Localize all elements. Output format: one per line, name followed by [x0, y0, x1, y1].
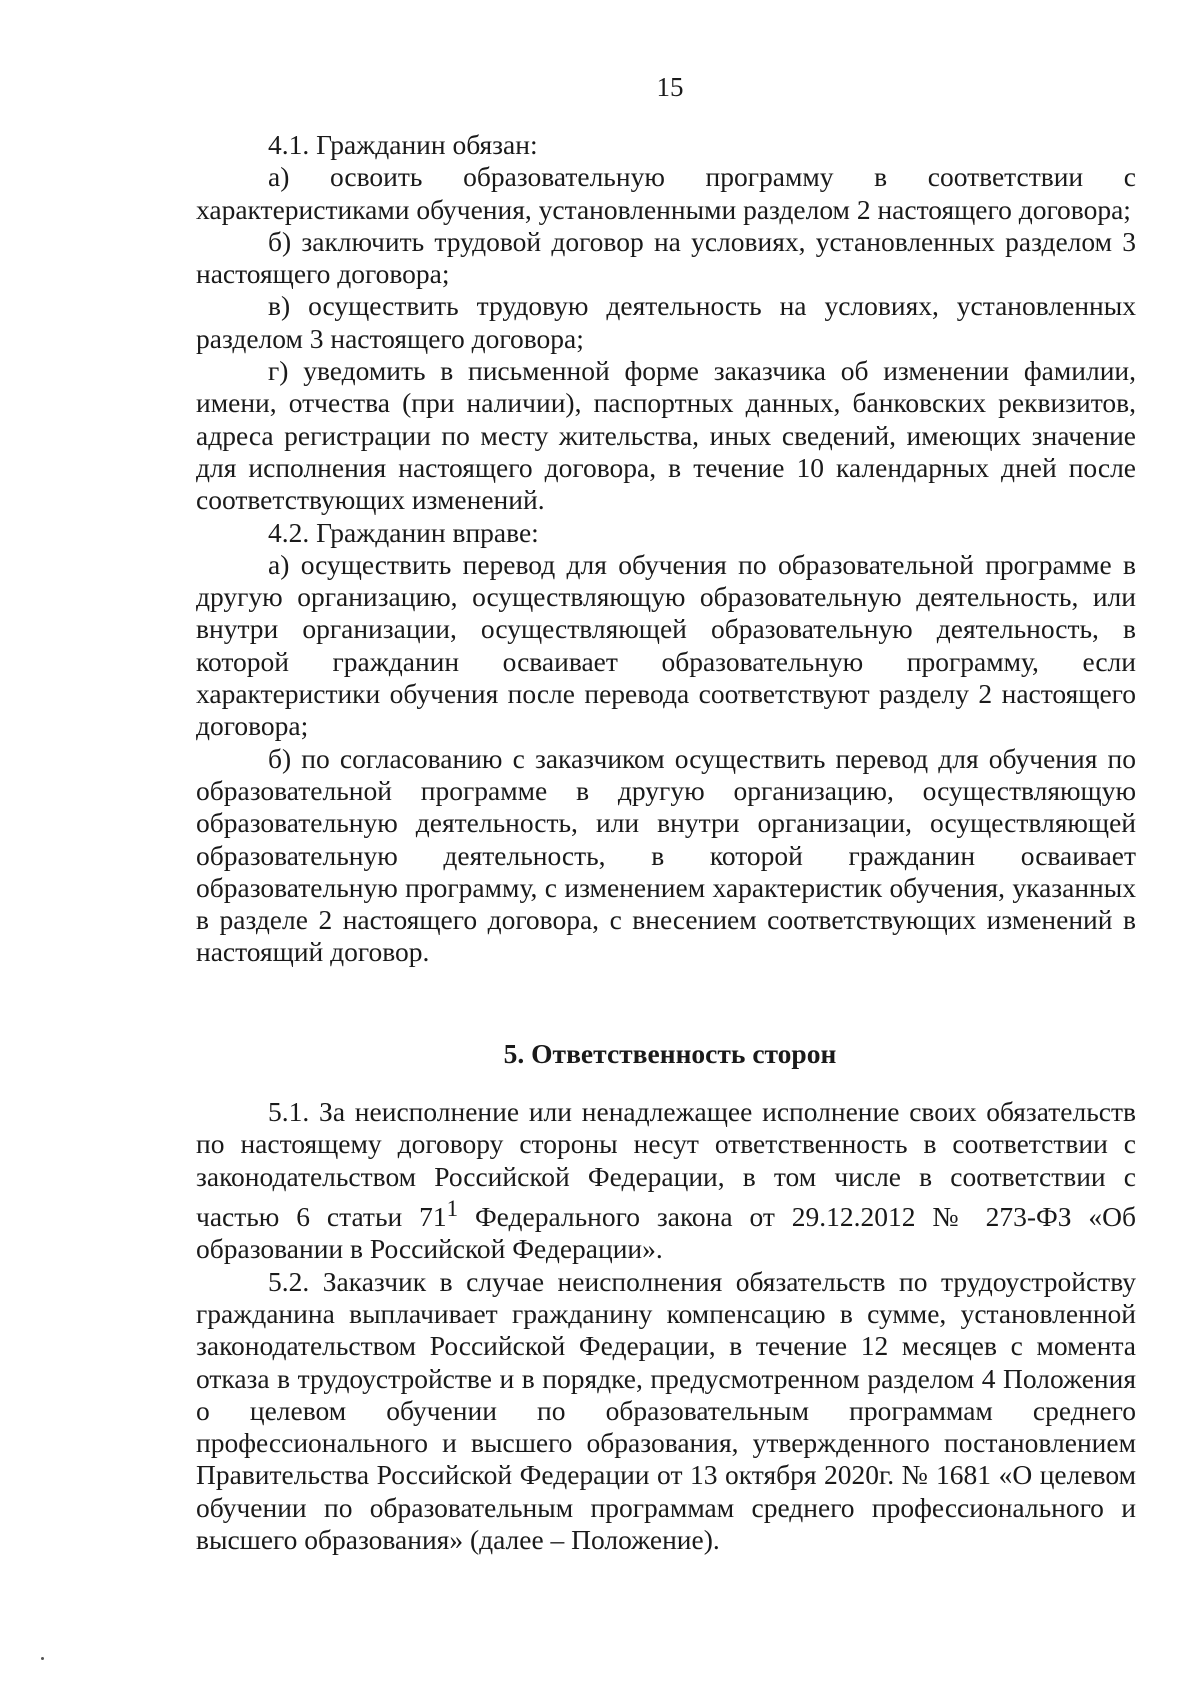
clause-4-2-a: а) осуществить перевод для обучения по образовательной программе в другую организацию, осуществляющую образовательную деятельность, или внутри организации, осуществляющей образовательную деятельность, в которой гражданин осваивает образовательную программу, если характеристики обучения после перевода соответствуют разделу 2 настоящего договора; [196, 548, 1136, 742]
article-superscript: 1 [446, 1195, 459, 1221]
clause-4-2-b: б) по согласованию с заказчиком осуществить перевод для обучения по образовательной программе в другую организацию, осуществляющую образовательную деятельность, или внутри организации, осуществляющей образовательную деятельность, в которой гражданин осваивает образовательную программу, с изменением характеристик обучения, указанных в разделе 2 настоящего договора, с внесением соответствующих изменений в настоящий договор. [196, 742, 1136, 968]
clause-4-1-v: в) осуществить трудовую деятельность на условиях, установленных разделом 3 настоящего договора; [196, 290, 1136, 354]
section-4-text [196, 129, 1136, 969]
clause-4-1-title: 4.1. Гражданин обязан: [268, 129, 538, 160]
clause-4-1-b: б) заключить трудовой договор на условиях, установленных разделом 3 настоящего договора; [196, 225, 1136, 290]
clause-4-2-title: 4.2. Гражданин вправе: [268, 516, 539, 548]
section-5-text [196, 1096, 1136, 1556]
section-5-heading: 5. Ответственность сторон [503, 1038, 837, 1069]
page-number: 15 [656, 72, 684, 102]
clause-4-1-a: а) освоить образовательную программу в соответствии с характеристиками обучения, установленными разделом 2 настоящего договора; [196, 161, 1136, 225]
clause-5-1 [196, 1096, 1136, 1266]
clause-5-1-text-start: 5.1. За неисполнение или ненадлежащее исполнение своих обязательств по настоящему договору стороны несут ответственность в соответствии с законодательством Российской Федерации, в том числе в соответствии с частью 6 статьи 71 [196, 1096, 1136, 1233]
clause-5-1-text-end: Федерального закона от 29.12.2012 № 273-ФЗ «Об образовании в Российской Федерации». [196, 1201, 1136, 1265]
scan-artifact-dot [41, 1657, 44, 1660]
clause-5-2: 5.2. Заказчик в случае неисполнения обязательств по трудоустройству гражданина выплачивает гражданину компенсацию в сумме, установленной законодательством Российской Федерации, в течение 12 месяцев с момента отказа в трудоустройстве и в порядке, предусмотренном разделом 4 Положения о целевом обучении по образовательным программам среднего профессионального и высшего образования, утвержденного постановлением Правительства Российской Федерации от 13 октября 2020г. № 1681 «О целевом обучении по образовательным программам среднего профессионального и высшего образования» (далее – Положение). [196, 1265, 1136, 1556]
clause-4-1-g: г) уведомить в письменной форме заказчика об изменении фамилии, имени, отчества (при наличии), паспортных данных, банковских реквизитов, адреса регистрации по месту жительства, иных сведений, имеющих значение для исполнения настоящего договора, в течение 10 календарных дней после соответствующих изменений. [196, 355, 1136, 516]
